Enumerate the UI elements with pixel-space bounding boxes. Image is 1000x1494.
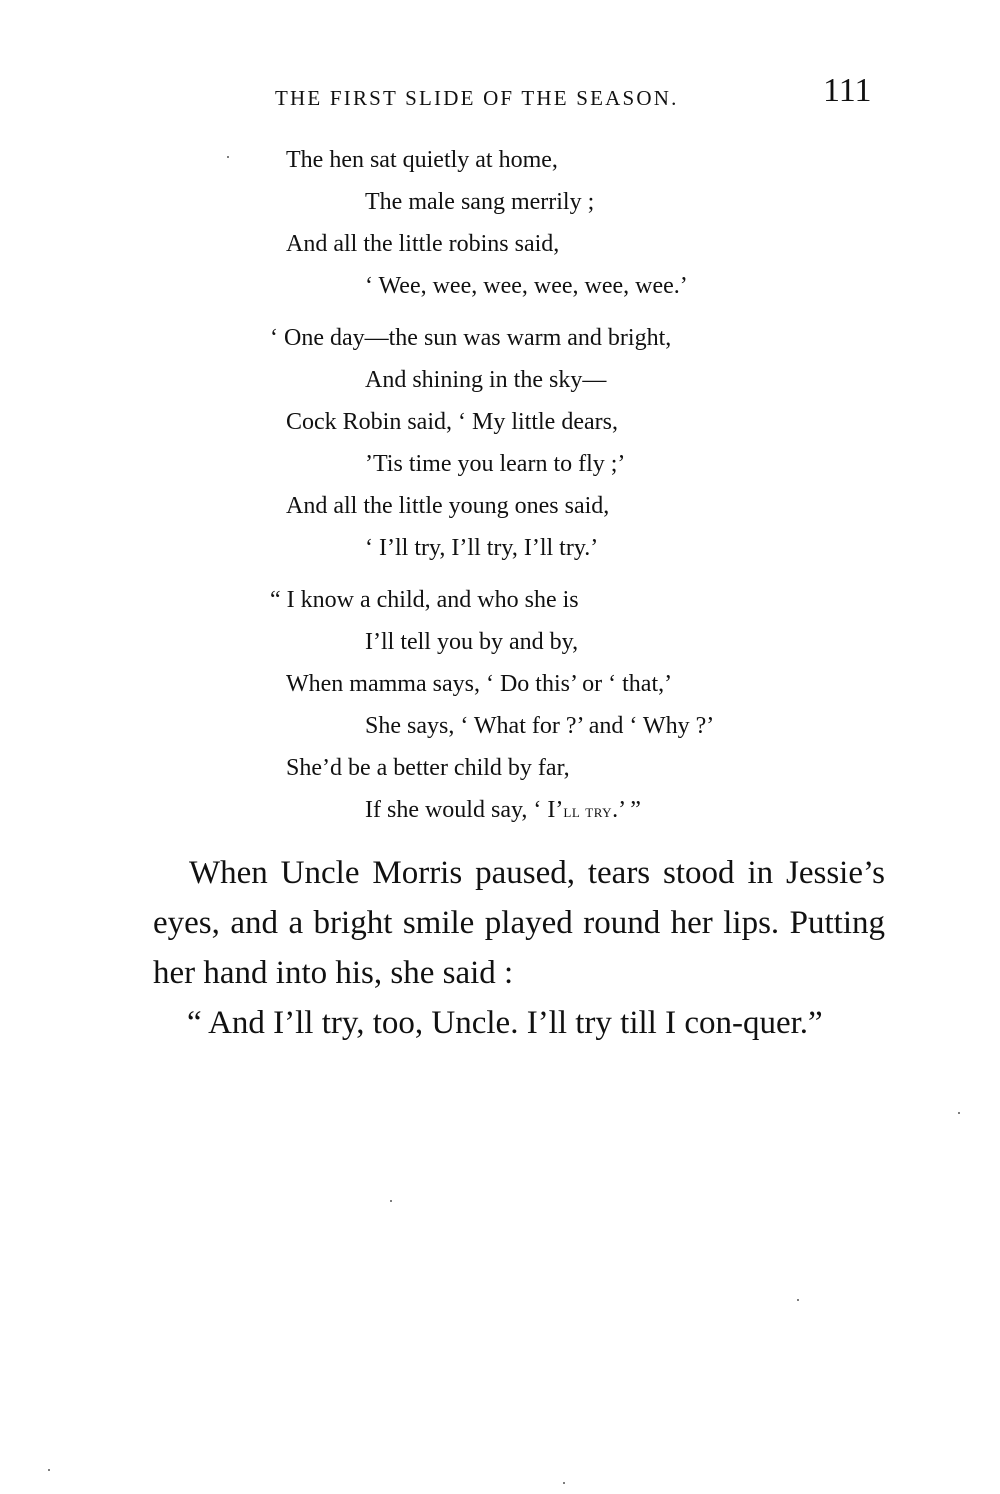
poem-line: She says, ‘ What for ?’ and ‘ Why ?’ bbox=[365, 713, 715, 739]
poem-line-final-end: .’ ” bbox=[612, 797, 641, 823]
poem-line-final-start: If she would say, ‘ I’ bbox=[365, 797, 564, 823]
poem-line: She’d be a better child by far, bbox=[286, 755, 570, 781]
scan-speck bbox=[227, 156, 229, 158]
poem-line-final bbox=[0, 789, 1000, 831]
poem-line: I’ll tell you by and by, bbox=[365, 629, 579, 655]
poem-line: ‘ Wee, wee, wee, wee, wee, wee.’ bbox=[365, 273, 688, 299]
poem-line: The male sang merrily ; bbox=[365, 189, 595, 215]
scan-speck bbox=[563, 1482, 565, 1484]
poem-line: ‘ One day—the sun was warm and bright, bbox=[270, 325, 672, 351]
poem-line: And all the little robins said, bbox=[286, 231, 560, 257]
poem-line: “ I know a child, and who she is bbox=[270, 587, 579, 613]
poem-stanza-3 bbox=[0, 579, 1000, 831]
poem-stanza-2 bbox=[0, 317, 1000, 569]
poem-line: And all the little young ones said, bbox=[286, 493, 610, 519]
scan-speck bbox=[48, 1469, 50, 1471]
prose-paragraph-1: When Uncle Morris paused, tears stood in Jessie’s eyes, and a bright smile played round her lips. Putting her hand into his, she said : bbox=[153, 855, 885, 991]
poem-line: ‘ I’ll try, I’ll try, I’ll try.’ bbox=[365, 535, 599, 561]
page-number: 111 bbox=[823, 72, 872, 109]
poem-line: The hen sat quietly at home, bbox=[286, 147, 558, 173]
poem-line: ’Tis time you learn to fly ;’ bbox=[365, 451, 626, 477]
poem bbox=[0, 139, 1000, 841]
prose-paragraph-2: “ And I’ll try, too, Uncle. I’ll try till I con-quer.” bbox=[187, 1005, 823, 1041]
scan-speck bbox=[797, 1299, 799, 1301]
poem-line: Cock Robin said, ‘ My little dears, bbox=[286, 409, 618, 435]
running-title: THE FIRST SLIDE OF THE SEASON. bbox=[275, 86, 679, 110]
poem-line: When mamma says, ‘ Do this’ or ‘ that,’ bbox=[286, 671, 673, 697]
small-caps-phrase: ll try bbox=[563, 801, 613, 821]
page-header bbox=[0, 70, 1000, 120]
scan-speck bbox=[390, 1200, 392, 1202]
poem-line: And shining in the sky— bbox=[365, 367, 607, 393]
prose-body bbox=[153, 848, 885, 1048]
scan-speck bbox=[958, 1112, 960, 1114]
poem-stanza-1 bbox=[0, 139, 1000, 307]
